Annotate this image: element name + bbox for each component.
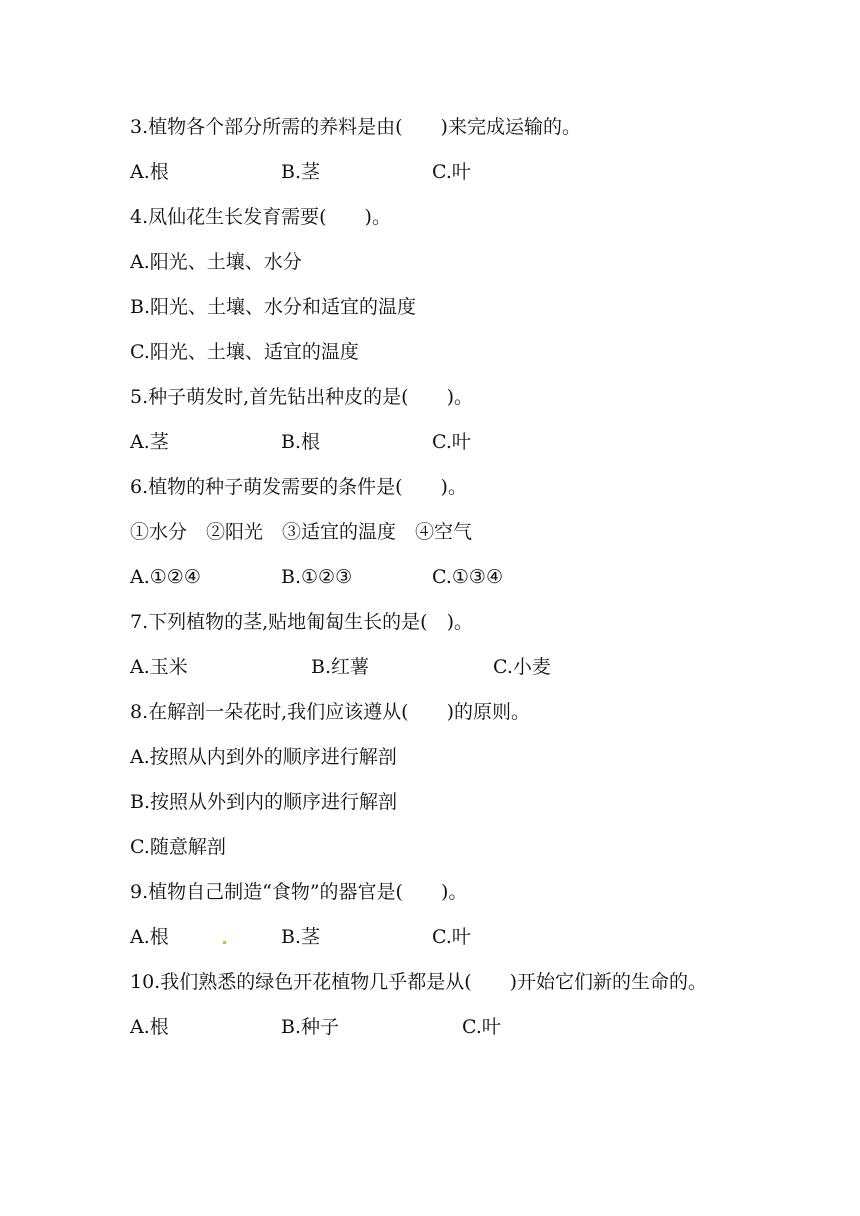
- question-9-option-c[interactable]: C.叶: [432, 926, 471, 948]
- question-4-option-b[interactable]: B.阳光、土壤、水分和适宜的温度: [130, 296, 417, 318]
- question-8-stem: 8.在解剖一朵花时,我们应该遵从( )的原则。: [130, 701, 530, 723]
- question-9-stem: 9.植物自己制造“食物”的器官是( )。: [130, 881, 468, 903]
- question-5-stem: 5.种子萌发时,首先钻出种皮的是( )。: [130, 386, 473, 408]
- question-4-option-c[interactable]: C.阳光、土壤、适宜的温度: [130, 341, 359, 363]
- question-3-option-c[interactable]: C.叶: [432, 161, 471, 183]
- question-4-option-a[interactable]: A.阳光、土壤、水分: [130, 251, 302, 273]
- question-5-option-c[interactable]: C.叶: [432, 431, 471, 453]
- question-6-conditions: ①水分 ②阳光 ③适宜的温度 ④空气: [130, 521, 473, 543]
- question-6-stem: 6.植物的种子萌发需要的条件是( )。: [130, 476, 467, 498]
- question-7-option-b[interactable]: B.红薯: [311, 656, 370, 678]
- question-3-stem: 3.植物各个部分所需的养料是由( )来完成运输的。: [130, 116, 581, 138]
- question-3-option-b[interactable]: B.茎: [281, 161, 321, 183]
- question-10-option-b[interactable]: B.种子: [281, 1016, 340, 1038]
- question-8-option-b[interactable]: B.按照从外到内的顺序进行解剖: [130, 791, 398, 813]
- question-7-stem: 7.下列植物的茎,贴地匍匐生长的是( )。: [130, 611, 473, 633]
- question-9-option-b[interactable]: B.茎: [281, 926, 321, 948]
- question-8-option-c[interactable]: C.随意解剖: [130, 836, 226, 858]
- question-9-option-a[interactable]: A.根: [130, 926, 169, 948]
- question-3-option-a[interactable]: A.根: [130, 161, 169, 183]
- question-5-option-b[interactable]: B.根: [281, 431, 321, 453]
- question-10-stem: 10.我们熟悉的绿色开花植物几乎都是从( )开始它们新的生命的。: [130, 971, 708, 993]
- question-8-option-a[interactable]: A.按照从内到外的顺序进行解剖: [130, 746, 397, 768]
- question-10-option-a[interactable]: A.根: [130, 1016, 169, 1038]
- stray-mark: [223, 941, 226, 944]
- question-4-stem: 4.凤仙花生长发育需要( )。: [130, 206, 391, 228]
- question-6-option-b[interactable]: B.①②③: [281, 566, 353, 588]
- question-7-option-c[interactable]: C.小麦: [493, 656, 551, 678]
- question-7-option-a[interactable]: A.玉米: [130, 656, 188, 678]
- question-10-option-c[interactable]: C.叶: [462, 1016, 501, 1038]
- question-5-option-a[interactable]: A.茎: [130, 431, 169, 453]
- question-6-option-c[interactable]: C.①③④: [432, 566, 503, 588]
- question-6-option-a[interactable]: A.①②④: [130, 566, 201, 588]
